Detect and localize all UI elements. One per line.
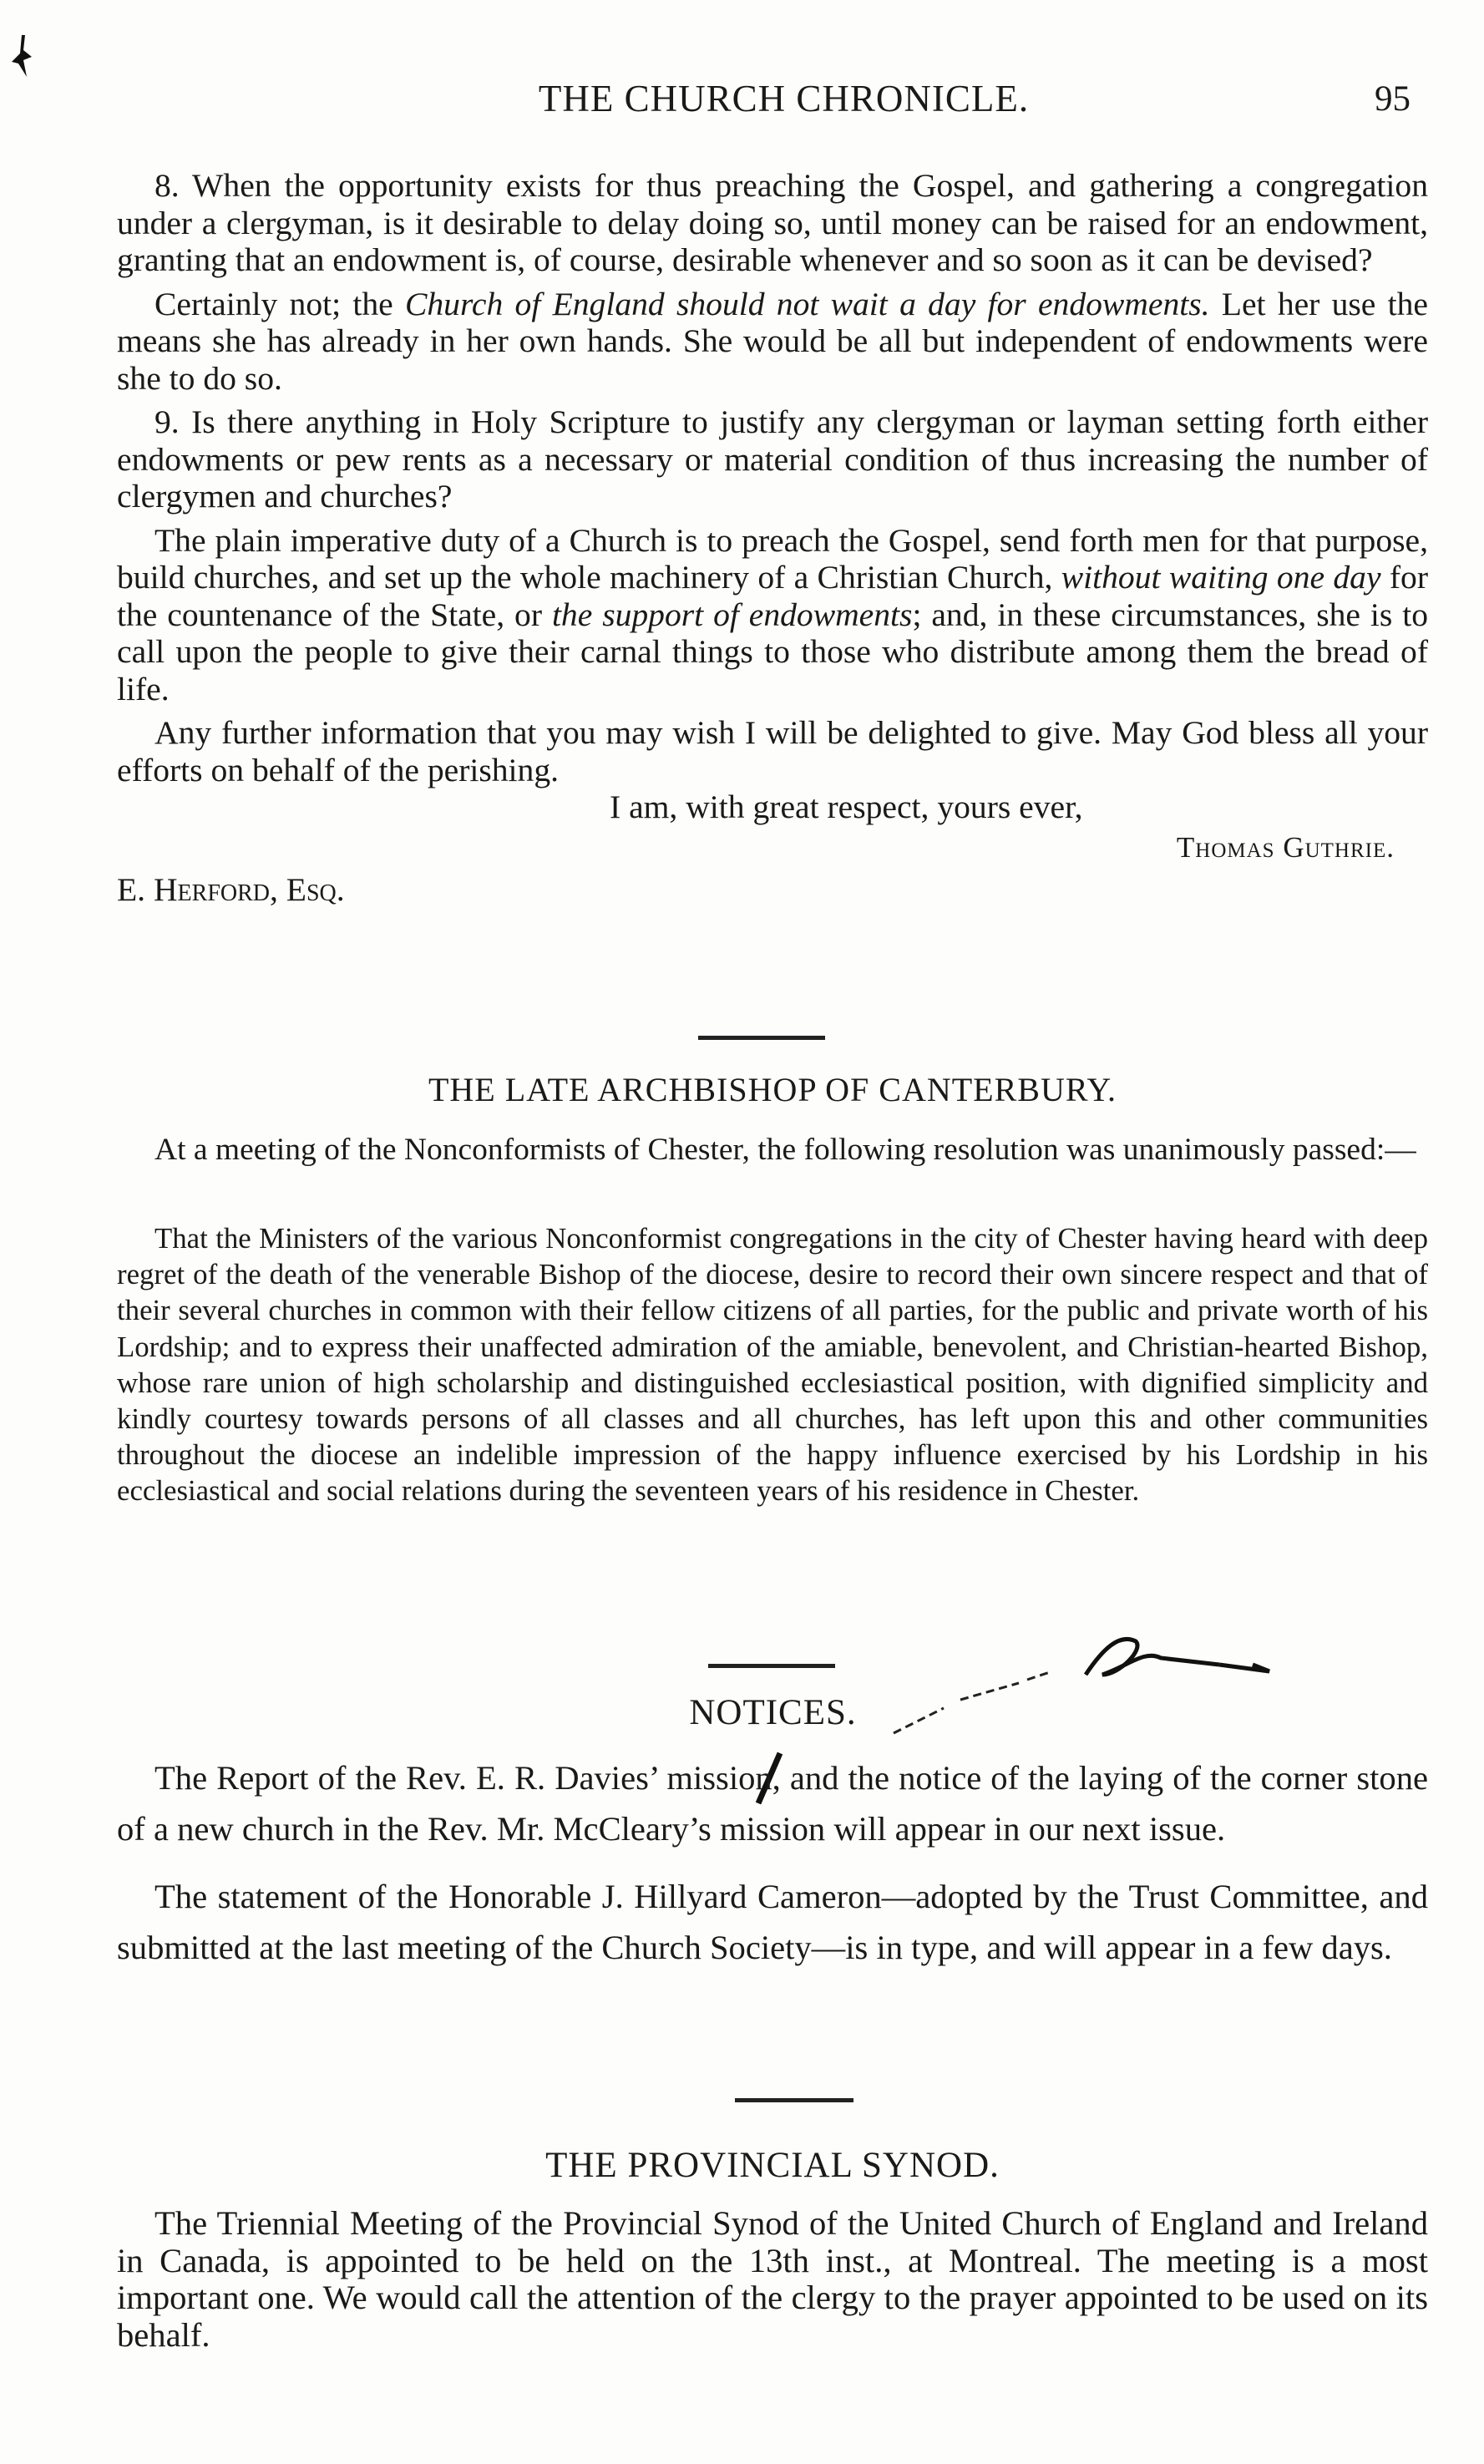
journal-title: THE CHURCH CHRONICLE.: [538, 78, 1030, 119]
archbishop-intro: At a meeting of the Nonconformists of Chester, the following resolution was unanimously passed:—: [154, 1133, 1416, 1167]
section-rule-3: [735, 2098, 853, 2102]
letter-body: [117, 167, 1428, 909]
notice-1: The Report of the Rev. E. R. Davies’ mission, and the notice of the laying of the corner stone of a new church in the Rev. Mr. McCleary’s mission will appear in our next issue.: [117, 1759, 1428, 1848]
notice-2: The statement of the Honorable J. Hillyard Cameron—adopted by the Trust Committee, and submitted at the last meeting of the Church Society—is in type, and will appear in a few days.: [117, 1878, 1428, 1966]
page-number: 95: [1375, 79, 1411, 119]
answer-9: The plain imperative duty of a Church is to preach the Gospel, send forth men for that purpose, build churches, and set up the whole machinery of a Christian Church, without waiting one day for the countenance of the State, or the support of endowments; and, in these circumstances, she is to call upon the people to give their carnal things to those who distribute among them the bread of life.: [117, 521, 1429, 707]
ink-flourish: [752, 1616, 1294, 1767]
archbishop-resolution: That the Ministers of the various Nonconformist congregations in the city of Chester having heard with deep regret of the death of the venerable Bishop of the diocese, desire to record their own sincere respect and that of their several churches in common with their fellow citizens of all parties, for the public and private worth of his Lordship; and to express their unaffected admiration of the amiable, benevolent, and Christian-hearted Bishop, whose rare union of high scholarship and distinguished ecclesiastical position, with dignified simplicity and kindly courtesy towards persons of all classes and all churches, has left upon this and other communities throughout the diocese an indelible impression of the happy influence exercised by his Lordship in his ecclesiastical and social relations during the seventeen years of his residence in Chester.: [117, 1222, 1428, 1508]
section-rule-1: [698, 1036, 825, 1040]
question-8: 8. When the opportunity exists for thus preaching the Gospel, and gathering a congregation under a clergyman, is it desirable to delay doing so, until money can be raised for an endowment, granting that an endowment is, of course, desirable whenever and so soon as it can be devised?: [117, 167, 1428, 278]
archbishop-heading: THE LATE ARCHBISHOP OF CANTERBURY.: [428, 1071, 1117, 1108]
letter-closing: Any further information that you may wish I will be delighted to give. May God bless all your efforts on behalf of the perishing.: [117, 714, 1428, 788]
letter-addressee: E. Herford, Esq.: [117, 871, 345, 908]
synod-body: [117, 2205, 1428, 2354]
question-9: 9. Is there anything in Holy Scripture to justify any clergyman or layman setting forth either endowments or pew rents as a necessary or material condition of thus increasing the number of clergymen and churches?: [117, 403, 1428, 515]
answer-9-emphasis-1: without waiting one day: [1061, 559, 1381, 596]
running-header: [117, 77, 1451, 127]
margin-mark: [7, 33, 40, 84]
letter-regards: I am, with great respect, yours ever,: [610, 788, 1083, 825]
notices-heading: NOTICES.: [689, 1693, 857, 1732]
letter-signature: Thomas Guthrie.: [1176, 830, 1395, 864]
synod-paragraph: The Triennial Meeting of the Provincial Synod of the United Church of England and Ireland in Canada, is appointed to be held on the 13th inst., at Montreal. The meeting is a most important one. We would call the attention of the clergy to the prayer appointed to be used on its behalf.: [117, 2204, 1428, 2354]
notices-body: [117, 1752, 1428, 1973]
answer-8: Certainly not; the Church of England should not wait a day for endowments. Let her use the means she has already in her own hands. She would be all but independent of endowments were she to do so.: [117, 285, 1428, 397]
answer-9-emphasis-2: the support of endowments: [551, 596, 913, 633]
synod-heading: THE PROVINCIAL SYNOD.: [545, 2146, 1000, 2185]
answer-8-emphasis: Church of England should not wait a day for endowments.: [405, 285, 1210, 322]
